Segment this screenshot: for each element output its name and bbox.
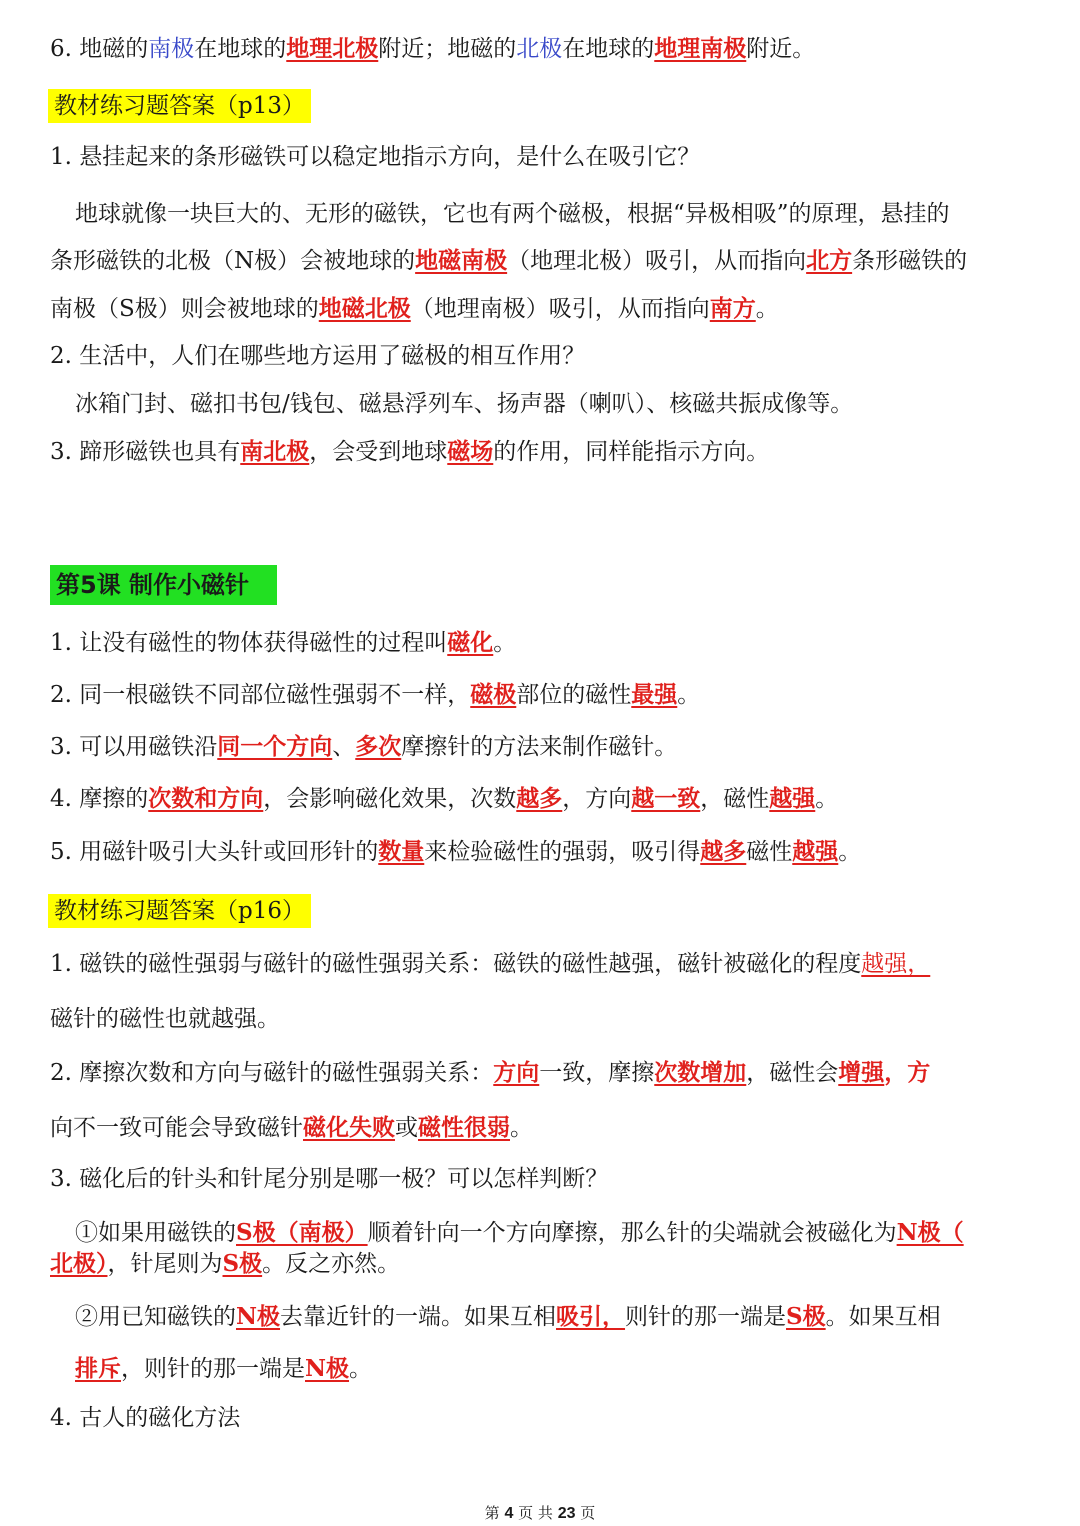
answer: 吸引， — [556, 1303, 626, 1330]
exercise-1-line-1 — [50, 949, 930, 979]
text: ，方 — [884, 1059, 931, 1086]
answer: 多次 — [355, 733, 402, 760]
text: 或 — [395, 1115, 418, 1141]
answer: N极 — [305, 1355, 350, 1382]
text: 页 共 — [518, 1504, 553, 1522]
question-3 — [50, 437, 769, 467]
text: 磁性 — [746, 839, 793, 865]
answer: 越强 — [769, 785, 816, 812]
section-heading-p16: 教材练习题答案（p16） — [48, 894, 311, 928]
text: ，针尾则为 — [107, 1251, 223, 1277]
answer-2: 冰箱门封、磁扣书包/钱包、磁悬浮列车、扬声器（喇叭）、核磁共振成像等。 — [75, 391, 854, 417]
answer: 次数增加 — [654, 1059, 747, 1086]
text: 、 — [332, 734, 356, 760]
text: 附近。 — [746, 36, 816, 62]
answer: 磁极 — [470, 681, 517, 708]
answer: 方向 — [493, 1059, 540, 1086]
answer: 越多 — [516, 785, 563, 812]
text: 条形磁铁的北极（N极）会被地球的 — [50, 248, 416, 274]
text: ②用已知磁铁的 — [75, 1304, 236, 1330]
lesson-5-title: 第5课 制作小磁针 — [50, 565, 277, 605]
text: ①如果用磁铁的 — [75, 1220, 236, 1246]
text: （地理北极）吸引，从而指向 — [507, 248, 807, 274]
text: ，磁性会 — [746, 1060, 839, 1086]
answer: N极 — [236, 1303, 281, 1330]
text: 。 — [493, 630, 517, 656]
text: 北极 — [516, 36, 563, 62]
point-3 — [50, 732, 677, 762]
answer: 排斥 — [75, 1355, 121, 1382]
answer: 越一致 — [631, 785, 701, 812]
text: ，磁性 — [700, 786, 770, 812]
text: 页 — [580, 1504, 596, 1522]
text: 。 — [510, 1115, 533, 1141]
answer: 次数和方向 — [148, 785, 264, 812]
exercise-2-line-1 — [50, 1058, 930, 1088]
text: 第 — [484, 1504, 500, 1522]
page-footer — [0, 1502, 1080, 1523]
answer: 地磁北极 — [318, 295, 411, 322]
answer: 南方 — [709, 295, 756, 322]
text: 。如果互相 — [825, 1304, 941, 1330]
answer: 同一个方向 — [217, 733, 333, 760]
point-5 — [50, 837, 861, 867]
text: 则针的那一端是 — [625, 1304, 787, 1330]
answer: S极（南极） — [236, 1219, 368, 1246]
answer-1-line-2 — [50, 246, 967, 276]
text: 南极（S极）则会被地球的 — [50, 296, 319, 322]
text: 4. 摩擦的 — [50, 786, 149, 812]
text: ，则针的那一端是 — [121, 1356, 305, 1382]
text: 。 — [677, 682, 701, 708]
text: 3. 可以用磁铁沿 — [50, 734, 218, 760]
answer: 磁性很弱 — [418, 1114, 510, 1141]
text: 来检验磁性的强弱，吸引得 — [424, 839, 701, 865]
text: 在地球的 — [562, 36, 655, 62]
answer: 增强 — [838, 1059, 885, 1086]
answer: 北极） — [50, 1250, 108, 1277]
exercise-3a-line-1 — [75, 1218, 964, 1248]
page-number: 4 — [504, 1505, 514, 1522]
text: 的作用，同样能指示方向。 — [493, 439, 770, 465]
text: 一致，摩擦 — [539, 1060, 655, 1086]
point-1 — [50, 628, 516, 658]
answer: 北方 — [806, 247, 853, 274]
text: 2. 摩擦次数和方向与磁针的磁性强弱关系： — [50, 1060, 494, 1086]
text: （地理南极）吸引，从而指向 — [410, 296, 710, 322]
answer: 地理南极 — [654, 35, 747, 62]
answer: 越强 — [792, 838, 839, 865]
answer: 磁化失败 — [303, 1114, 395, 1141]
answer: 越强， — [861, 951, 931, 977]
text: 。反之亦然。 — [262, 1251, 401, 1277]
answer: S极 — [786, 1303, 826, 1330]
text: 摩擦针的方法来制作磁针。 — [401, 734, 678, 760]
exercise-2-line-2 — [50, 1113, 533, 1143]
answer: S极 — [222, 1250, 263, 1277]
section-heading-p13: 教材练习题答案（p13） — [48, 89, 311, 123]
text: 5. 用磁针吸引大头针或回形针的 — [50, 839, 379, 865]
text: 6. 地磁的 — [50, 36, 149, 62]
answer: 地磁南极 — [415, 247, 508, 274]
text: 附近；地磁的 — [378, 36, 517, 62]
exercise-4: 4. 古人的磁化方法 — [50, 1405, 241, 1431]
page-total: 23 — [557, 1505, 576, 1522]
answer-1-line-1: 地球就像一块巨大的、无形的磁铁，它也有两个磁极，根据“异极相吸”的原理，悬挂的 — [75, 201, 950, 227]
answer-1-line-3 — [50, 294, 779, 324]
text: 顺着针向一个方向摩擦，那么针的尖端就会被磁化为 — [367, 1220, 897, 1246]
text: 条形磁铁的 — [852, 248, 968, 274]
text: 去靠近针的一端。如果互相 — [280, 1304, 557, 1330]
point-2 — [50, 680, 700, 710]
answer: 磁场 — [447, 438, 494, 465]
text: 。 — [755, 296, 779, 322]
exercise-1-line-2: 磁针的磁性也就越强。 — [50, 1006, 280, 1032]
answer: 越多 — [700, 838, 747, 865]
text: 向不一致可能会导致磁针 — [50, 1115, 303, 1141]
line-geomagnetic-poles — [50, 34, 815, 64]
question-1: 1. 悬挂起来的条形磁铁可以稳定地指示方向，是什么在吸引它？ — [50, 144, 701, 170]
answer: 最强 — [631, 681, 678, 708]
answer: 南北极 — [240, 438, 310, 465]
answer: 地理北极 — [286, 35, 379, 62]
text: 1. 磁铁的磁性强弱与磁针的磁性强弱关系：磁铁的磁性越强，磁针被磁化的程度 — [50, 951, 862, 977]
text: 3. 蹄形磁铁也具有 — [50, 439, 241, 465]
answer: 磁化 — [447, 629, 494, 656]
exercise-3: 3. 磁化后的针头和针尾分别是哪一极？可以怎样判断？ — [50, 1166, 609, 1192]
exercise-3b-line-1 — [75, 1302, 941, 1332]
answer: 数量 — [378, 838, 425, 865]
text: ，会影响磁化效果，次数 — [263, 786, 517, 812]
text: 。 — [838, 839, 862, 865]
text: ，方向 — [562, 786, 632, 812]
text: ，会受到地球 — [309, 439, 448, 465]
exercise-3b-line-2 — [75, 1354, 372, 1384]
text: 部位的磁性 — [516, 682, 632, 708]
answer: N极（ — [896, 1219, 964, 1246]
exercise-3a-line-2 — [50, 1249, 400, 1279]
text: 1. 让没有磁性的物体获得磁性的过程叫 — [50, 630, 448, 656]
text: 。 — [815, 786, 839, 812]
text: 在地球的 — [194, 36, 287, 62]
point-4 — [50, 784, 838, 814]
text: 。 — [349, 1356, 373, 1382]
text: 2. 同一根磁铁不同部位磁性强弱不一样， — [50, 682, 471, 708]
question-2: 2. 生活中，人们在哪些地方运用了磁极的相互作用？ — [50, 343, 586, 369]
text: 南极 — [148, 36, 195, 62]
